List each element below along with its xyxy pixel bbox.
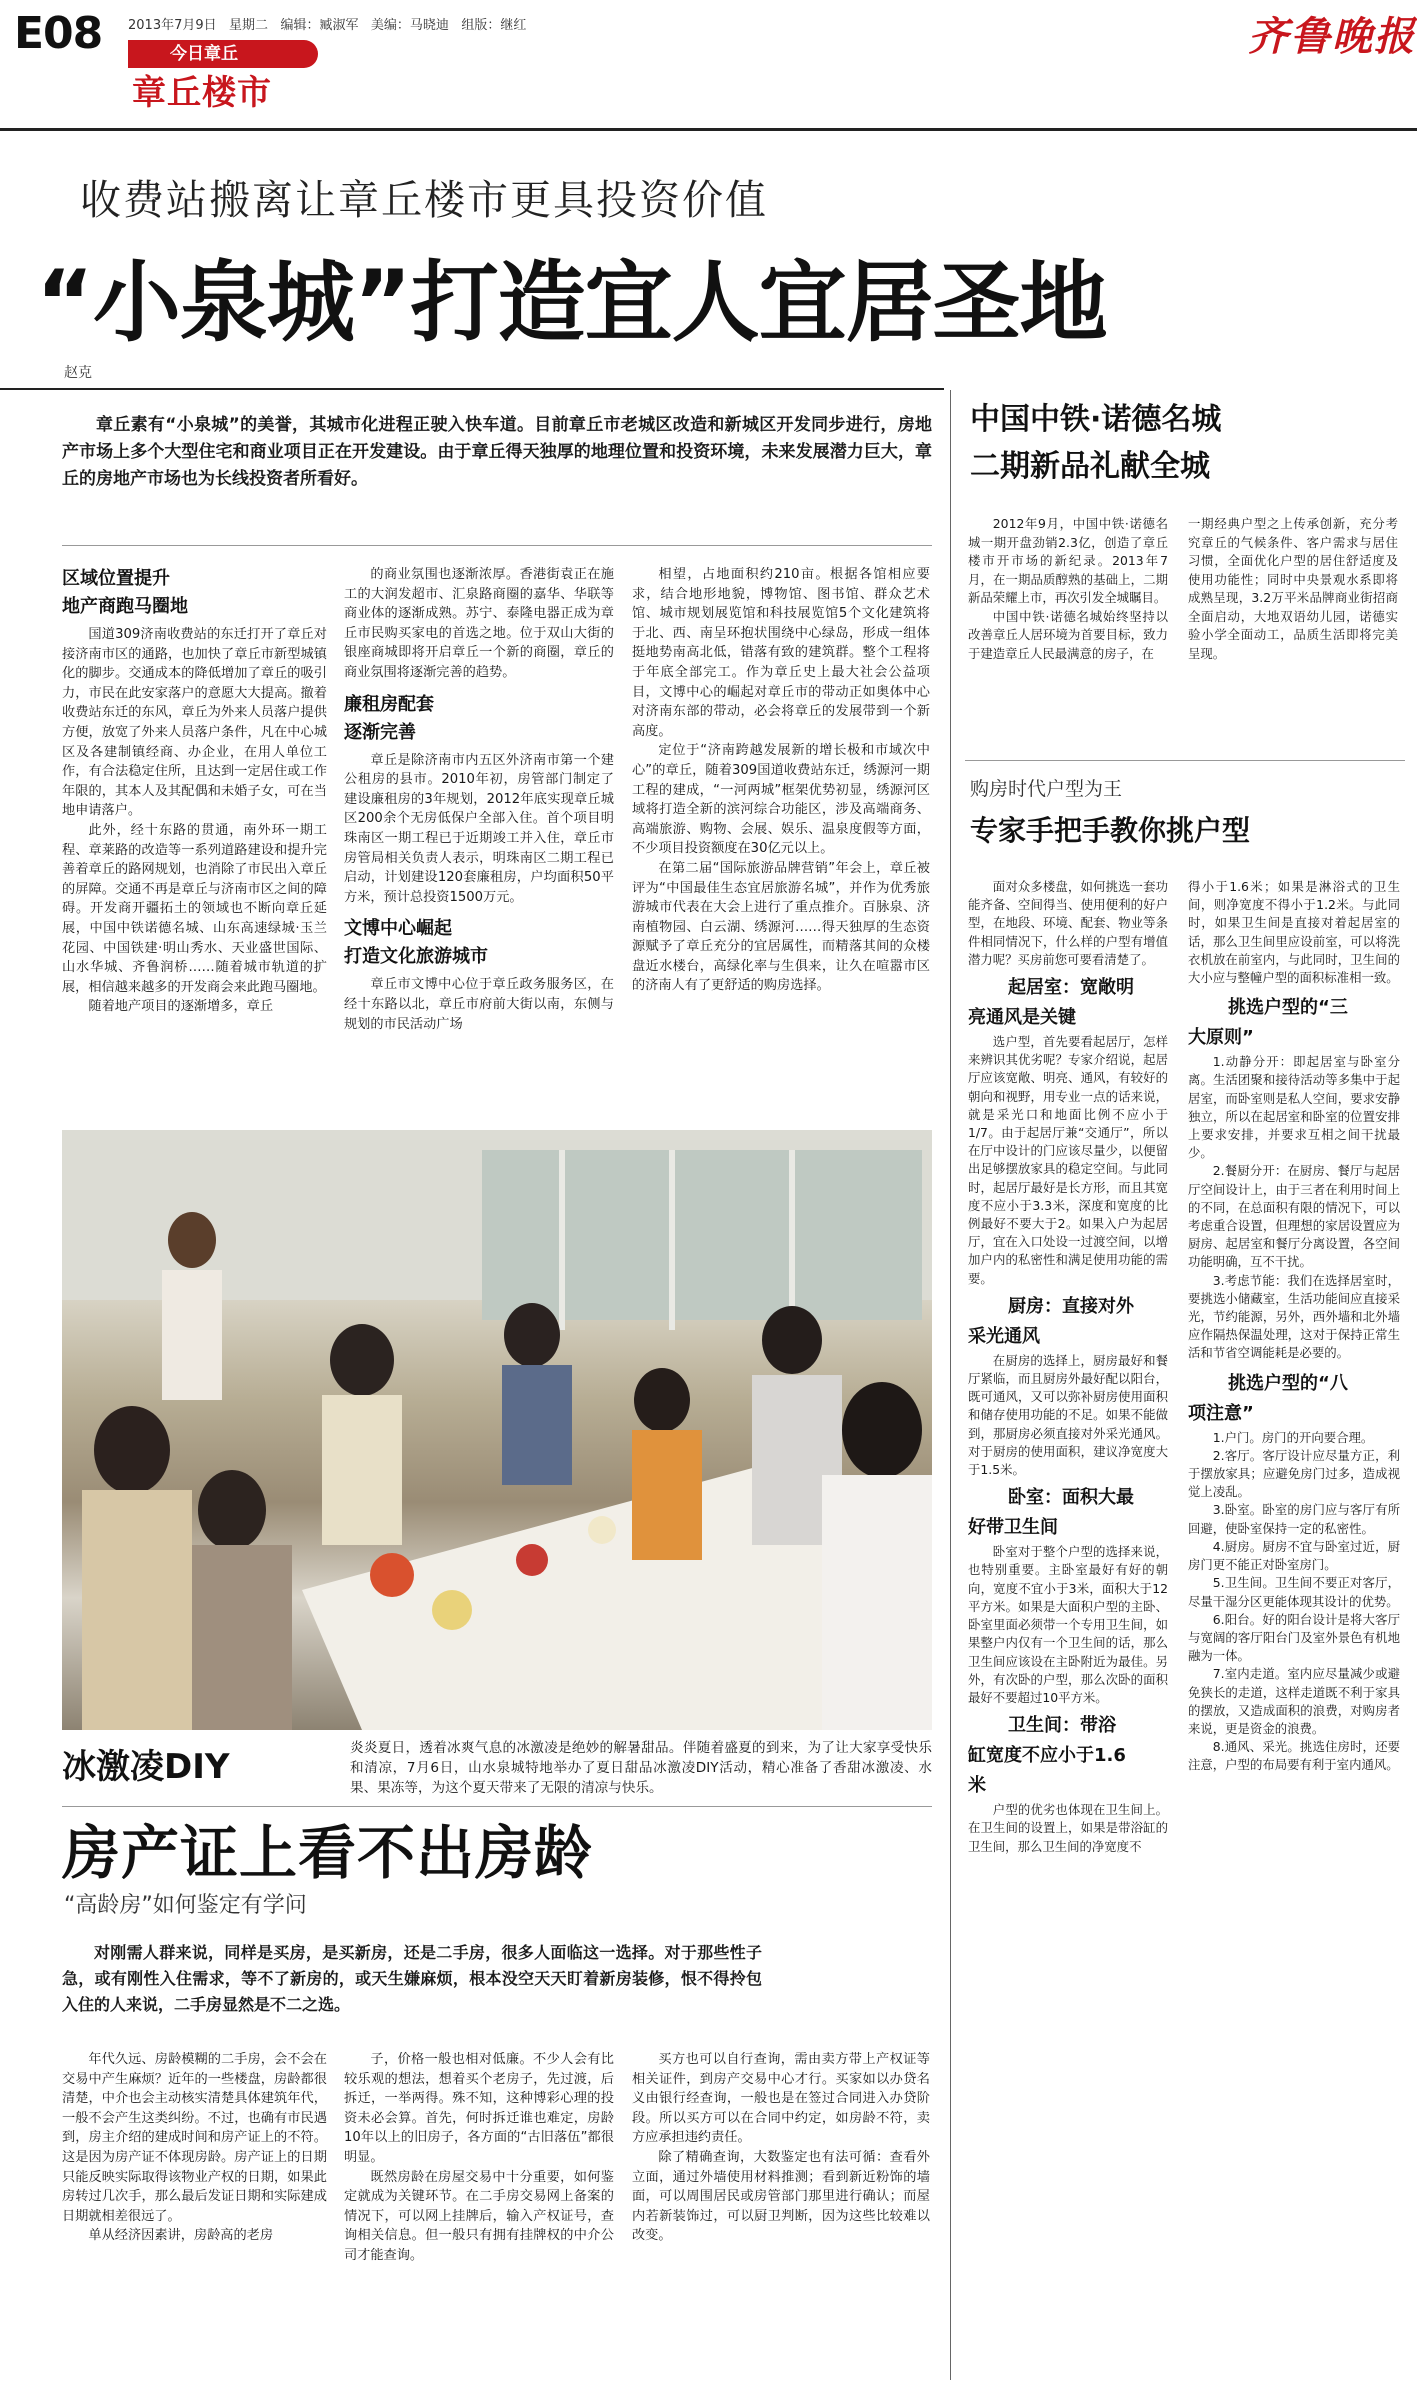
issue-info: [128, 14, 526, 33]
bottom-subhead: “高龄房”如何鉴定有学问: [64, 1893, 307, 1918]
rb-col1-heading-4b: 缸宽度不应小于1.6: [968, 1745, 1126, 1767]
rb-col1-heading-3a: 卧室：面积大最: [1008, 1487, 1134, 1509]
issue-date: 2013年7月9日: [128, 18, 217, 33]
photo-caption: [350, 1738, 932, 1798]
photo-caption-text: 炎炎夏日，透着冰爽气息的冰激凌是绝妙的解暑甜品。伴随着盛夏的到来，为了让大家享受快乐和清凉，7月6日，山水泉城特地举办了夏日甜品冰激凌DIY活动，精心准备了香甜冰激凌、水果、果冻等，为这个夏天带来了无限的清凉与快乐。: [350, 1740, 932, 1796]
rb-col2-para-9: 5.卫生间。卫生间不要正对客厅，尽量干湿分区更能体现其设计的优势。: [1188, 1575, 1400, 1609]
col3-para-1: 相望，占地面积约210亩。根据各馆相应要求，结合地形地貌，博物馆、图书馆、群众艺术馆、城市规划展览馆和科技展览馆5个文化建筑将于北、西、南呈环抱状围绕中心绿岛，形成一组体挺地势南高北低，错落有致的建筑群。整个工程将于年底全部完工。作为章丘史上最大社会公益项目，文博中心的崛起对章丘市的带动正如奥体中心对济南东部的带动，必会将章丘的发展带到一个新高度。: [632, 567, 930, 739]
right-column-divider: [950, 390, 951, 2380]
section-title: 章丘楼市: [132, 73, 272, 113]
paper-logo: 齐鲁晚报: [1248, 13, 1416, 60]
editor-credit: 编辑：臧淑军: [280, 18, 359, 33]
rb-col1-heading-2a: 厨房：直接对外: [1008, 1295, 1134, 1317]
right-top-col-a: [968, 515, 1168, 663]
rb-col2-para-2: 1.动静分开：即起居室与卧室分离。生活团聚和接待活动等多集中于起居室，而卧室则是私人空间，要求安静独立，所以在起居室和卧室的位置安排上要求安排，并要求互相之间干扰最少。: [1188, 1054, 1400, 1161]
news-photo: [62, 1130, 932, 1730]
bottom-col3-para-1: 买方也可以自行查询，需由卖方带上产权证等相关证件，到房产交易中心才行。买家如以办贷名义由银行经查询，一般也是在签过合同进入办贷阶段。所以买方可以在合同中约定，如房龄不符，卖方应承担违约责任。: [632, 2052, 930, 2146]
col2-para-3: 章丘市文博中心位于章丘政务服务区，在经十东路以北，章丘市府前大街以南，东侧与规划的市民活动广场: [344, 977, 614, 1032]
col2-heading-3: 文博中心崛起: [344, 918, 452, 940]
bottom-col1-para-2: 单从经济因素讲，房龄高的老房: [88, 2228, 274, 2244]
col1-para-1: 国道309济南收费站的东迁打开了章丘对接济南市区的通路，也加快了章丘市新型城镇化的脚步。交通成本的降低增加了章丘的吸引力，市民在此安家落户的意愿大大提高。撤着收费站东迁的东风，章丘为外来人员落户提供方便，放宽了外来人员落户条件，凡在中心城区及各建制镇经商、办企业，在用人单位工作，有合法稳定住所，且达到一定居住或工作年限的，其本人及其配偶和未婚子女，可在当地申请落户。: [62, 627, 327, 819]
right-top-para-3: 一期经典户型之上传承创新，充分考究章丘的气候条件、客户需求与居住习惯，全面优化户型的居住舒适度及使用功能性；同时中央景观水系即将成熟呈现，3.2万平米品牌商业街招商全面启动，大地双语幼儿园，诺德实验小学全面动工，品质生活即将完美呈现。: [1188, 516, 1398, 661]
right-bottom-col-2: [1188, 878, 1400, 1775]
bottom-col3-para-2: 除了精确查询，大数鉴定也有法可循：查看外立面，通过外墙使用材料推测；看到新近粉饰的墙面，可以周围居民或房管部门那里进行确认；而屋内若新装饰过，可以厨卫判断，因为这些比较难以改变。: [632, 2149, 930, 2244]
bottom-col1-para-1: 年代久远、房龄模糊的二手房，会不会在交易中产生麻烦？近年的一些楼盘，房龄都很清楚，中介也会主动核实清楚具体建筑年代，一般不会产生这类纠纷。不过，也确有市民遇到，房主介绍的建成时间和房产证上的不符。这是因为房产证不体现房龄。房产证上的日期只能反映实际取得该物业产权的日期，如果此房转过几次手，那么最后发证日期和实际建成日期就相差很远了。: [62, 2052, 327, 2224]
main-col-1: [62, 565, 327, 1017]
rb-col1-para-1: 面对众多楼盘，如何挑选一套功能齐备、空间得当、使用便利的好户型，在地段、环境、配套、物业等条件相同情况下，什么样的户型有增值潜力呢？买房前您可要看清楚了。: [968, 879, 1168, 967]
main-col-2: [344, 565, 614, 1034]
rb-col2-heading-1a: 挑选户型的“三: [1228, 997, 1348, 1019]
rb-col1-heading-1b: 亮通风是关键: [968, 1007, 1076, 1029]
rb-col2-para-11: 7.室内走道。室内应尽量减少或避免狭长的走道，这样走道既不利于家具的摆放，又造成面积的浪费，对购房者来说，更是资金的浪费。: [1188, 1666, 1400, 1736]
col2-para-2: 章丘是除济南市内五区外济南市第一个建公租房的县市。2010年初，房管部门制定了建设廉租房的3年规划，2012年底实现章丘城区200余个无房低保户全部入住。首个项目明珠南区一期工程已于近期竣工并入住，章丘市房管局相关负责人表示，明珠南区二期工程已启动，计划建设120套廉租房，户均面积50平方米，预计总投资1500万元。: [344, 752, 614, 905]
photo-scene: [62, 1130, 932, 1730]
right-top-headline-1: 中国中铁·诺德名城: [970, 402, 1222, 437]
rb-col2-heading-2a: 挑选户型的“八: [1228, 1372, 1348, 1394]
rb-col1-heading-1a: 起居室：宽敞明: [1008, 977, 1134, 999]
bottom-col-1: [62, 2050, 327, 2246]
main-byline: 赵克: [64, 365, 92, 381]
right-bottom-kicker: 购房时代户型为王: [970, 778, 1123, 800]
rb-col2-para-4: 3.考虑节能：我们在选择居室时，要挑选小储藏室，生活功能间应直接采光，节约能源，另外，西外墙和北外墙应作隔热保温处理，这对于保持正常生活和节省空调能耗是必要的。: [1188, 1272, 1400, 1361]
main-kicker: 收费站搬离让章丘楼市更具投资价值: [80, 176, 768, 224]
col3-para-2: 定位于“济南跨越发展新的增长极和市域次中心”的章丘，随着309国道收费站东迁，绣源河一期工程的建成，“一河两城”框架优势初显，绣源河区域将打造全新的滨河综合功能区，涉及高端商务、高端旅游、购物、会展、娱乐、温泉度假等方面，不少项目投资额度在30亿元以上。: [632, 743, 930, 857]
right-top-headline-2: 二期新品礼献全城: [970, 449, 1210, 484]
rb-col2-para-6: 2.客厅。客厅设计应尽量方正，利于摆放家具；应避免房门过多，造成视觉上凌乱。: [1188, 1447, 1400, 1500]
section-tag-label: 今日章丘: [170, 44, 238, 64]
lead-rule: [62, 545, 932, 546]
col2-heading-2: 逐渐完善: [344, 721, 416, 743]
col2-para-1: 的商业氛围也逐渐浓厚。香港街袁正在施工的大润发超市、汇泉路商圈的嘉华、华联等商业体的逐渐成熟。苏宁、泰隆电器正成为章丘市民购买家电的首选之地。位于双山大街的银座商城即将开启章丘一个新的商圈，章丘的商业氛围将逐渐完善的趋势。: [344, 567, 614, 680]
rb-col2-para-1: 得小于1.6米；如果是淋浴式的卫生间，则净宽度不得小于1.2米。与此同时，如果卫生间是直接对着起居室的话，那么卫生间里应设前室，可以将洗衣机放在前室内，与此同时，卫生间的大小应与整幢户型的面积标准相一致。: [1188, 879, 1400, 986]
main-lead-text: 章丘素有“小泉城”的美誉，其城市化进程正驶入快车道。目前章丘市老城区改造和新城区开发同步进行，房地产市场上多个大型住宅和商业项目正在开发建设。由于章丘得天独厚的地理位置和投资环境，未来发展潜力巨大，章丘的房地产市场也为长线投资者所看好。: [62, 415, 932, 489]
right-top-col-b: [1188, 515, 1398, 663]
issue-weekday: 星期二: [229, 18, 269, 33]
bottom-headline: 房产证上看不出房龄: [62, 1819, 594, 1887]
col2-heading-1: 廉租房配套: [344, 693, 434, 715]
main-headline: “小泉城”打造宜人宜居圣地: [36, 251, 1107, 354]
right-top-rule: [965, 760, 1405, 761]
col3-para-3: 在第二届“国际旅游品牌营销”年会上，章丘被评为“中国最佳生态宜居旅游名城”，并作为优秀旅游城市代表在大会上进行了重点推介。百脉泉、济南植物园、白云湖、绣源河……得天独厚的生态资源赋予了章丘充分的宜居属性，而精落其间的众楼盘近水楼台，高绿化率与生俱来，让久在喧嚣市区的济南人有了更舒适的购房选择。: [632, 860, 930, 994]
rb-col2-heading-1b: 大原则”: [1188, 1027, 1254, 1049]
rb-col1-para-5: 户型的优劣也体现在卫生间上。在卫生间的设置上，如果是带浴缸的卫生间，那么卫生间的净宽度不: [968, 1802, 1168, 1854]
bottom-col2-para-1: 子，价格一般也相对低廉。不少人会有比较乐观的想法，想着买个老房子，先过渡，后拆迁，一举两得。殊不知，这种博彩心理的投资未必会算。首先，何时拆迁谁也难定，房龄10年以上的旧房子，各方面的“古旧落伍”都很明显。: [344, 2052, 614, 2165]
bottom-lead-text: 对刚需人群来说，同样是买房，是买新房，还是二手房，很多人面临这一选择。对于那些性子急，或有刚性入住需求，等不了新房的，或天生嫌麻烦，根本没空天天盯着新房装修，恨不得拎包入住的人来说，二手房显然是不二之选。: [62, 1943, 762, 2014]
col1-para-2: 此外，经十东路的贯通，南外环一期工程、章莱路的改造等一系列道路建设和提升完善着章丘的路网规划，也消除了市民出入章丘的屏障。交通不再是章丘与济南市区之间的障碍。开发商开疆拓土的领域也不断向章丘延展，中国中铁诺德名城、山东高速绿城·玉兰花园、中国铁建·明山秀水、天业盛世国际、山水华城、齐鲁润桥……随着城市轨道的扩展，相信越来越多的开发商会来此跑马圈地。: [62, 822, 327, 995]
right-bottom-col-1: [968, 878, 1168, 1856]
bottom-col2-para-2: 既然房龄在房屋交易中十分重要，如何鉴定就成为关键环节。在二手房交易网上备案的情况下，可以网上挂牌后，输入产权证号，查询相关信息。但一般只有拥有挂牌权的中介公司才能查询。: [344, 2169, 614, 2263]
rb-col1-para-3: 在厨房的选择上，厨房最好和餐厅紧临，而且厨房外最好配以阳台，既可通风，又可以弥补厨房使用面积和储存使用功能的不足。如果不能做到，那厨房必须直接对外采光通风。对于厨房的使用面积，建议净宽度大于1.5米。: [968, 1352, 1168, 1478]
right-top-para-2: 中国中铁·诺德名城始终坚持以改善章丘人居环境为首要目标，致力于建造章丘人民最满意的房子，在: [968, 608, 1168, 661]
rb-col1-heading-4a: 卫生间：带浴: [1008, 1715, 1116, 1737]
col2-heading-4: 打造文化旅游城市: [344, 946, 488, 968]
col1-para-3: 随着地产项目的逐渐增多，章丘: [88, 999, 274, 1015]
rb-col2-para-5: 1.户门。房门的开向要合理。: [1212, 1429, 1374, 1445]
main-lead: [62, 412, 932, 493]
rb-col1-heading-4c: 米: [968, 1775, 986, 1797]
bottom-col-2: [344, 2050, 614, 2266]
bottom-col-3: [632, 2050, 930, 2246]
page-number: E08: [14, 8, 103, 59]
artist-credit: 美编：马晓迪: [370, 18, 449, 33]
rb-col2-para-10: 6.阳台。好的阳台设计是将大客厅与宽阔的客厅阳台门及室外景色有机地融为一体。: [1188, 1611, 1400, 1664]
layout-credit: 组版：继红: [461, 18, 527, 33]
rb-col1-heading-3b: 好带卫生间: [968, 1517, 1058, 1539]
main-col-3: [632, 565, 930, 996]
right-bottom-headline: 专家手把手教你挑户型: [970, 814, 1251, 847]
bottom-lead: [62, 1940, 762, 2018]
rb-col1-para-4: 卧室对于整个户型的选择来说，也特别重要。主卧室最好有好的朝向，宽度不宜小于3米，面积大于12平方米。如果是大面积户型的主卧、卧室里面必须带一个专用卫生间，如果整户内仅有一个卫生间的话，那么卫生间应该设在主卧附近为最佳。另外，有次卧的户型，那么次卧的面积最好不要超过10平方米。: [968, 1544, 1168, 1705]
rb-col2-para-3: 2.餐厨分开：在厨房、餐厅与起居厅空间设计上，由于三者在利用时间上的不同，在总面积有限的情况下，可以考虑重合设置，但理想的家居设置应为厨房、起居室和餐厅分离设置，各空间功能明确，互不干扰。: [1188, 1163, 1400, 1270]
rb-col1-para-2: 选户型，首先要看起居厅，怎样来辨识其优劣呢？专家介绍说，起居厅应该宽敞、明亮、通风，有较好的朝向和视野，用专业一点的话来说，就是采光口和地面比例不应小于1/7。由于起居厅兼“交通厅”，所以在厅中设计的门应该尽量少，以便留出足够摆放家具的稳定空间。与此同时，起居厅最好是长方形，而且其宽度不应小于3.3米，深度和宽度的比例最好不要大于2。如果入户为起居厅，宜在入口处设一过渡空间，以增加户内的私密性和满足使用功能的需要。: [968, 1034, 1168, 1286]
main-rule: [0, 388, 944, 390]
photo-rule: [62, 1806, 932, 1807]
rb-col2-para-7: 3.卧室。卧室的房门应与客厅有所回避，使卧室保持一定的私密性。: [1188, 1502, 1400, 1536]
rb-col2-heading-2b: 项注意”: [1188, 1402, 1254, 1424]
masthead-rule: [0, 128, 1417, 131]
col1-heading-2: 地产商跑马圈地: [62, 596, 188, 617]
rb-col2-para-12: 8.通风、采光。挑选住房时，还要注意，户型的布局要有利于室内通风。: [1188, 1739, 1400, 1773]
rb-col2-para-8: 4.厨房。厨房不宜与卧室过近，厨房门更不能正对卧室房门。: [1188, 1538, 1400, 1573]
rb-col1-heading-2b: 采光通风: [968, 1325, 1040, 1347]
col1-heading-1: 区域位置提升: [62, 568, 170, 589]
photo-caption-title: 冰激凌DIY: [62, 1747, 230, 1787]
right-top-para-1: 2012年9月，中国中铁·诺德名城一期开盘劲销2.3亿，创造了章丘楼市开市场的新纪录。2013年7月，在一期品质醇熟的基础上，二期新品荣耀上市，再次引发全城瞩目。: [968, 516, 1168, 605]
